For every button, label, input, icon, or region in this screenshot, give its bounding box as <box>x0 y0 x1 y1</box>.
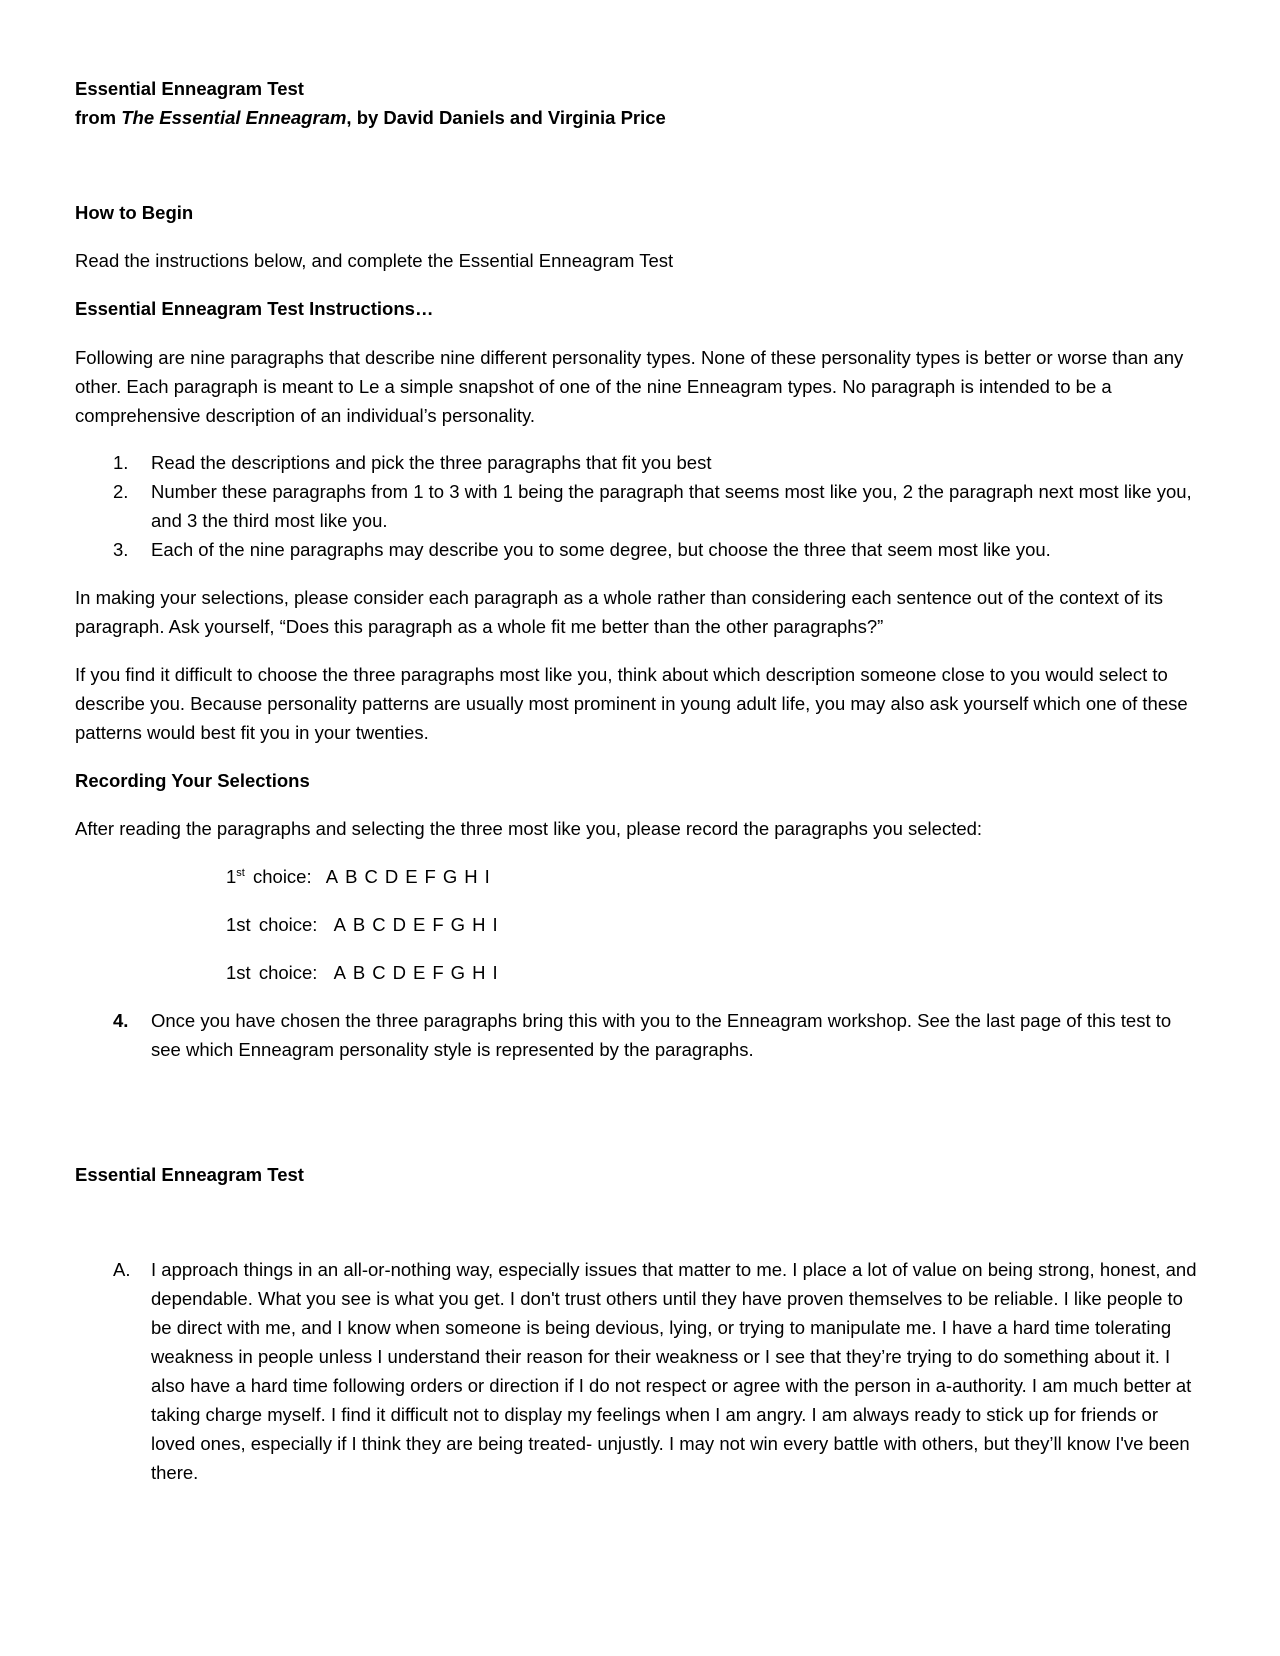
step-number: 2. <box>113 481 129 502</box>
choice-letter[interactable]: G <box>442 866 458 887</box>
choice-label-sup: st <box>236 866 245 879</box>
choice-letter[interactable]: A <box>333 914 346 935</box>
recording-heading: Recording Your Selections <box>75 770 310 791</box>
how-to-begin-heading: How to Begin <box>75 202 194 223</box>
choice-letter[interactable]: C <box>364 866 378 887</box>
choice-label: 1st choice: <box>226 962 318 983</box>
difficulty-note: If you find it difficult to choose the three paragraphs most like you, think about which description someone close to you would select to describe you. Because personality patterns are usually most prominent in young adult life, you may also ask yourself which one of these patterns would best fit you in your twenties. <box>75 664 1188 743</box>
choice-letter[interactable]: G <box>450 914 466 935</box>
choice-letter[interactable]: C <box>372 914 386 935</box>
choice-letter[interactable]: E <box>413 962 426 983</box>
choice-letter[interactable]: I <box>484 866 490 887</box>
choice-letter[interactable]: F <box>424 866 436 887</box>
choice-letter[interactable]: B <box>352 962 366 983</box>
step-text: Once you have chosen the three paragraphs bring this with you to the Enneagram workshop. See the last page of this test to see which Enneagram personality style is represented by the paragraphs. <box>151 1010 1172 1060</box>
choice-label-rest: choice: <box>244 866 312 887</box>
instructions-steps <box>75 448 1205 564</box>
choice-label <box>226 866 312 887</box>
instruction-step <box>75 477 1205 535</box>
choice-row-3 <box>226 958 1205 987</box>
document-title: Essential Enneagram Test <box>75 78 304 99</box>
book-title: The Essential Enneagram <box>121 107 347 128</box>
step-four-list <box>75 1006 1205 1064</box>
choice-letter[interactable]: H <box>464 866 478 887</box>
step-number: 3. <box>113 539 129 560</box>
document-page <box>75 74 1205 1487</box>
choice-letter[interactable]: F <box>432 962 444 983</box>
choice-letter[interactable]: G <box>450 962 466 983</box>
paragraph-whole-note: In making your selections, please consider each paragraph as a whole rather than considering each sentence out of the context of its paragraph. Ask yourself, “Does this paragraph as a whole fit me better than the other paragraphs?” <box>75 587 1164 637</box>
instruction-step-4 <box>75 1006 1205 1064</box>
instruction-step <box>75 535 1205 564</box>
choice-letter[interactable]: A <box>333 962 346 983</box>
choice-letter[interactable]: C <box>372 962 386 983</box>
choice-letters <box>334 914 505 935</box>
choice-letter[interactable]: I <box>492 914 498 935</box>
choice-letters <box>326 866 497 887</box>
document-source <box>75 103 1205 132</box>
choice-letter[interactable]: I <box>492 962 498 983</box>
step-text: Read the descriptions and pick the three paragraphs that fit you best <box>151 452 712 473</box>
choice-row-2 <box>226 910 1205 939</box>
recording-text: After reading the paragraphs and selecting the three most like you, please record the paragraphs you selected: <box>75 818 983 839</box>
choice-letter[interactable]: H <box>472 962 486 983</box>
choice-letters <box>334 962 505 983</box>
test-heading: Essential Enneagram Test <box>75 1164 304 1185</box>
how-to-begin-text: Read the instructions below, and complete the Essential Enneagram Test <box>75 250 674 271</box>
choice-label-num: 1 <box>226 866 237 887</box>
choice-letter[interactable]: A <box>325 866 339 887</box>
choice-letter[interactable]: D <box>384 866 399 887</box>
source-prefix: from <box>75 107 122 128</box>
test-paragraph-a <box>75 1255 1205 1487</box>
choice-row-1 <box>226 862 1205 891</box>
choice-letter[interactable]: B <box>352 914 366 935</box>
instructions-intro: Following are nine paragraphs that describe nine different personality types. None of these personality types is better or worse than any other. Each paragraph is meant to Le a simple snapshot of one of the nine Enneagram types. No paragraph is intended to be a comprehensive description of an individual’s personality. <box>75 347 1184 426</box>
paragraph-text: I approach things in an all-or-nothing way, especially issues that matter to me. I place a lot of value on being strong, honest, and dependable. What you see is what you get. I don't trust others until they have proven themselves to be reliable. I like people to be direct with me, and I know when someone is being devious, lying, or trying to manipulate me. I have a hard time tolerating weakness in people unless I understand their reason for their weakness or I see that they’re trying to do something about it. I also have a hard time following orders or direction if I do not respect or agree with the person in a-authority. I am much better at taking charge myself. I find it difficult not to display my feelings when I am angry. I am always ready to stick up for friends or loved ones, especially if I think they are being treated- unjustly. I may not win every battle with others, but they’ll know I've been there. <box>151 1259 1197 1483</box>
choice-letter[interactable]: E <box>413 914 426 935</box>
choice-letter[interactable]: E <box>405 866 418 887</box>
step-text: Each of the nine paragraphs may describe you to some degree, but choose the three that seem most like you. <box>151 539 1051 560</box>
choice-letter[interactable]: D <box>392 914 407 935</box>
choice-letter[interactable]: H <box>472 914 486 935</box>
instructions-heading: Essential Enneagram Test Instructions… <box>75 298 434 319</box>
step-number: 1. <box>113 452 129 473</box>
choice-letter[interactable]: B <box>345 866 358 887</box>
instruction-step <box>75 448 1205 477</box>
choice-letter[interactable]: D <box>392 962 407 983</box>
paragraph-letter: A. <box>113 1259 131 1280</box>
choice-label: 1st choice: <box>226 914 318 935</box>
document-header <box>75 74 1205 132</box>
choice-letter[interactable]: F <box>432 914 444 935</box>
step-number: 4. <box>113 1010 129 1031</box>
step-text: Number these paragraphs from 1 to 3 with 1 being the paragraph that seems most like you, 2 the paragraph next most like you, and 3 the third most like you. <box>151 481 1192 531</box>
source-authors: , by David Daniels and Virginia Price <box>346 107 666 128</box>
